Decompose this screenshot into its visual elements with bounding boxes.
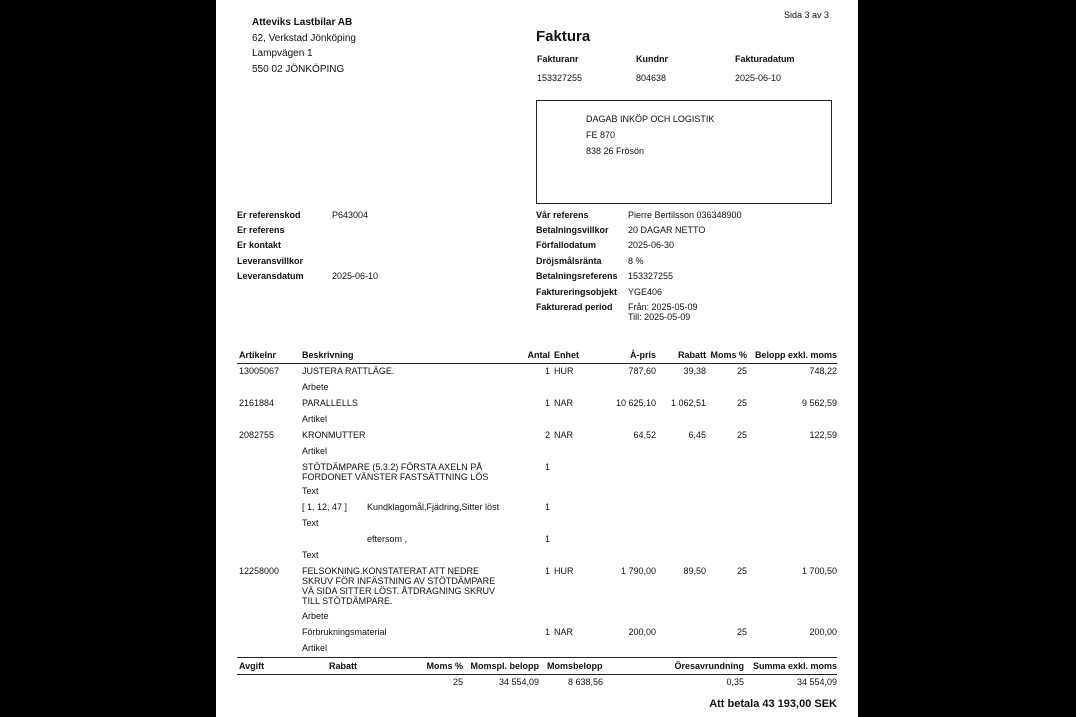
ref-value: P643004 [332, 210, 369, 220]
cell-unit: NAR [554, 430, 574, 440]
vat-base-label: Momspl. belopp [470, 661, 539, 671]
invoice-date: 2025-06-10 [735, 73, 782, 83]
cell-amount: 200,00 [809, 627, 837, 637]
cell-extra: eftersom , [367, 534, 408, 544]
ref-label: Leveransdatum [237, 271, 304, 281]
cell-discount: 6,45 [688, 430, 706, 440]
cell-description: FELSOKNING.KONSTATERAT ATT NEDRE [302, 566, 480, 576]
table-header-rule [237, 363, 837, 364]
cell-vat: 25 [736, 398, 747, 408]
cell-article: 2082755 [239, 430, 275, 440]
cell-description: PARALLELLS [302, 398, 358, 408]
table-row [216, 472, 858, 486]
table-row [216, 643, 858, 657]
col-vat: Moms % [710, 350, 747, 360]
summary-rule [237, 657, 837, 658]
ref-value: 2025-06-30 [628, 240, 675, 250]
cell-article: 12258000 [239, 566, 280, 576]
vat-pct: 25 [452, 677, 463, 687]
cell-qty: 1 [544, 366, 550, 376]
ref-value: 153327255 [628, 271, 674, 281]
col-discount: Rabatt [677, 350, 706, 360]
cell-discount: 89,50 [683, 566, 706, 576]
seller-name: Atteviks Lastbilar AB [252, 17, 353, 28]
rounding-label: Öresavrundning [674, 661, 744, 671]
fee-label: Avgift [239, 661, 265, 671]
table-row [216, 518, 858, 532]
recipient-address-box [536, 100, 832, 204]
cell-amount: 748,22 [809, 366, 837, 376]
cell-article: 13005067 [239, 366, 280, 376]
col-article: Artikelnr [239, 350, 277, 360]
cell-description: Text [302, 518, 319, 528]
ref-value: 8 % [628, 256, 644, 266]
cell-description: JUSTERA RATTLÄGE. [302, 366, 395, 376]
cell-amount: 122,59 [809, 430, 837, 440]
summary-header-rule [237, 674, 837, 675]
col-description: Beskrivning [302, 350, 354, 360]
total-ex-label: Summa exkl. moms [752, 661, 837, 671]
table-row [216, 550, 858, 564]
cell-description: Artikel [302, 643, 328, 653]
cell-description: KRONMUTTER [302, 430, 366, 440]
cell-amount: 1 700,50 [801, 566, 837, 576]
ref-label: Betalningsvillkor [536, 225, 609, 235]
invoice-number: 153327255 [537, 73, 583, 83]
cell-vat: 25 [736, 566, 747, 576]
cell-description: Artikel [302, 414, 328, 424]
table-row [216, 398, 858, 412]
page-indicator: Sida 3 av 3 [784, 10, 830, 20]
cell-unit: HUR [554, 366, 574, 376]
cell-description: Arbete [302, 611, 329, 621]
cell-description: Text [302, 550, 319, 560]
ref-label: Er kontakt [237, 240, 282, 250]
vat-base: 34 554,09 [498, 677, 539, 687]
cell-qty: 1 [544, 627, 550, 637]
ref-label: Förfallodatum [536, 240, 596, 250]
seller-line2: Lampvägen 1 [252, 48, 313, 59]
table-row [216, 486, 858, 500]
cell-qty: 1 [544, 462, 550, 472]
period-from: Från: 2025-05-09 [628, 302, 698, 312]
cell-vat: 25 [736, 627, 747, 637]
col-amount: Belopp exkl. moms [754, 350, 837, 360]
cell-description: SKRUV FÖR INFÄSTNING AV STÖTDÄMPARE [302, 576, 496, 586]
summary-values [216, 677, 858, 691]
cell-qty: 2 [544, 430, 550, 440]
cell-description: FORDONET VÄNSTER FASTSÄTTNING LÖS [302, 472, 489, 482]
rounding: 0,35 [726, 677, 744, 687]
ref-label: Faktureringsobjekt [536, 287, 618, 297]
cell-description: Text [302, 486, 319, 496]
cell-article: 2161884 [239, 398, 275, 408]
customer-number-label: Kundnr [636, 54, 668, 64]
table-row [216, 446, 858, 460]
table-header [216, 350, 858, 364]
ref-label: Er referenskod [237, 210, 301, 220]
invoice-number-label: Fakturanr [537, 54, 579, 64]
cell-description: TILL STÖTDÄMPARE. [302, 596, 393, 606]
period-label: Fakturerad period [536, 302, 613, 312]
table-row [216, 534, 858, 548]
cell-discount: 1 062,51 [670, 398, 706, 408]
cell-amount: 9 562,59 [801, 398, 837, 408]
amount-due [709, 698, 837, 710]
ref-label: Vår referens [536, 210, 589, 220]
invoice-date-label: Fakturadatum [735, 54, 795, 64]
total-ex: 34 554,09 [796, 677, 837, 687]
table-row [216, 596, 858, 610]
cell-qty: 1 [544, 534, 550, 544]
table-row [216, 627, 858, 641]
table-row [216, 430, 858, 444]
invoice-title: Faktura [536, 28, 591, 45]
cell-qty: 1 [544, 566, 550, 576]
col-price: À-pris [629, 350, 656, 360]
cell-price: 1 790,00 [620, 566, 656, 576]
cell-price: 64,52 [633, 430, 656, 440]
cell-description: [ 1, 12, 47 ] [302, 502, 348, 512]
recipient-line2: FE 870 [586, 130, 616, 140]
cell-extra: Kundklagomål,Fjädring,Sitter löst [367, 502, 500, 512]
summary-header [216, 661, 858, 675]
period-to: Till: 2025-05-09 [628, 312, 691, 322]
vat-pct-label: Moms % [426, 661, 463, 671]
table-row [216, 502, 858, 516]
cell-description: Arbete [302, 382, 329, 392]
cell-price: 10 625,10 [615, 398, 656, 408]
ref-label: Betalningsreferens [536, 271, 618, 281]
ref-label: Leveransvillkor [237, 256, 304, 266]
recipient-line1: DAGAB INKÖP OCH LOGISTIK [586, 114, 715, 124]
invoice-page [216, 0, 858, 717]
cell-description: STÖTDÄMPARE (5.3.2) FÖRSTA AXELN PÅ [302, 462, 483, 472]
vat-amount-label: Momsbelopp [547, 661, 603, 671]
seller-line3: 550 02 JÖNKÖPING [252, 64, 345, 75]
ref-value: YGE406 [628, 287, 663, 297]
cell-discount: 39,38 [683, 366, 706, 376]
cell-description: VÄ SIDA SITTER LÖST. ÅTDRAGNING SKRUV [302, 586, 496, 596]
ref-value: 20 DAGAR NETTO [628, 225, 706, 235]
vat-amount: 8 638,56 [567, 677, 603, 687]
cell-unit: NAR [554, 398, 574, 408]
table-row [216, 366, 858, 380]
cell-vat: 25 [736, 430, 747, 440]
ref-label: Er referens [237, 225, 285, 235]
table-row [216, 611, 858, 625]
cell-price: 787,60 [628, 366, 656, 376]
col-unit: Enhet [554, 350, 580, 360]
amount-due-value: 43 193,00 SEK [762, 698, 837, 710]
cell-description: Förbrukningsmaterial [302, 627, 387, 637]
col-qty: Antal [527, 350, 550, 360]
cell-price: 200,00 [628, 627, 656, 637]
ref-value: 2025-06-10 [332, 271, 379, 281]
table-row [216, 382, 858, 396]
ref-value: Pierre Bertilsson 036348900 [628, 210, 742, 220]
seller-line1: 62, Verkstad Jönköping [252, 33, 356, 44]
cell-vat: 25 [736, 366, 747, 376]
recipient-line3: 838 26 Frösön [586, 146, 645, 156]
table-row [216, 414, 858, 428]
summary-discount-label: Rabatt [329, 661, 358, 671]
cell-description: Artikel [302, 446, 328, 456]
ref-label: Dröjsmålsränta [536, 256, 602, 266]
cell-unit: NAR [554, 627, 574, 637]
cell-qty: 1 [544, 502, 550, 512]
customer-number: 804638 [636, 73, 667, 83]
cell-unit: HUR [554, 566, 574, 576]
amount-due-label: Att betala [709, 698, 760, 710]
cell-qty: 1 [544, 398, 550, 408]
